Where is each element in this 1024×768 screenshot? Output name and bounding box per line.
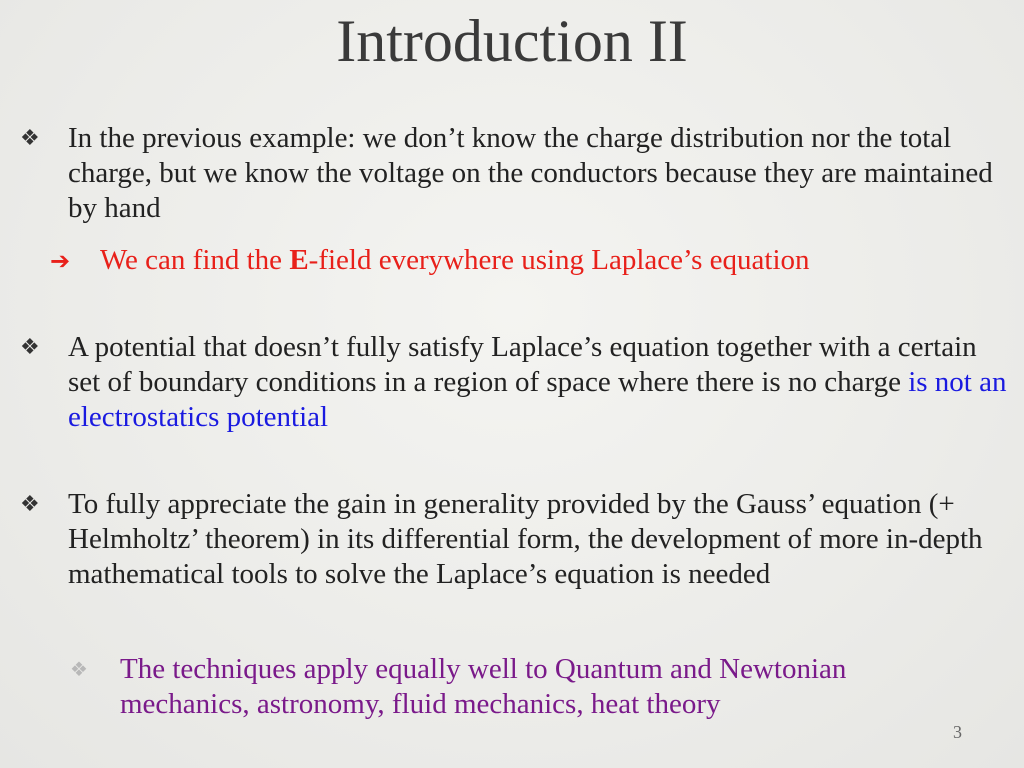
arrow-text-suffix: -field everywhere using Laplace’s equation (308, 244, 810, 276)
diamond-bullet-icon: ❖ (20, 492, 40, 517)
arrow-text-bold: E (289, 244, 309, 276)
page-number: 3 (953, 722, 962, 742)
arrow-conclusion (50, 243, 810, 279)
slide-title: Introduction II (336, 8, 688, 74)
sub-bullet-text: The techniques apply equally well to Quantum and Newtonian mechanics, astronomy, fluid mechanics, heat theory (120, 653, 847, 720)
bullet-text: To fully appreciate the gain in generality provided by the Gauss’ equation (+ Helmholtz’ theorem) in its differential form, the development of more in-depth mathematical tools to solve the Laplace’s equation is needed (68, 488, 983, 590)
sub-bullet-item (70, 652, 970, 722)
bullet-text-plain: A potential that doesn’t fully satisfy Laplace’s equation together with a certain set of boundary conditions in a region of space where there is no charge (68, 331, 977, 398)
right-arrow-icon: ➔ (50, 247, 71, 275)
bullet-text: In the previous example: we don’t know the charge distribution nor the total charge, but we know the voltage on the conductors because they are maintained by hand (68, 122, 993, 224)
bullet-item (20, 487, 1010, 592)
diamond-bullet-icon: ❖ (70, 657, 88, 681)
bullet-text (68, 330, 1010, 435)
bullet-text-highlight: is not an electrostatics potential (68, 366, 1007, 433)
diamond-bullet-icon: ❖ (20, 126, 40, 151)
arrow-text-prefix: We can find the (100, 244, 290, 276)
diamond-bullet-icon: ❖ (20, 335, 40, 360)
bullet-item (20, 121, 1010, 226)
bullet-item (20, 330, 1010, 435)
